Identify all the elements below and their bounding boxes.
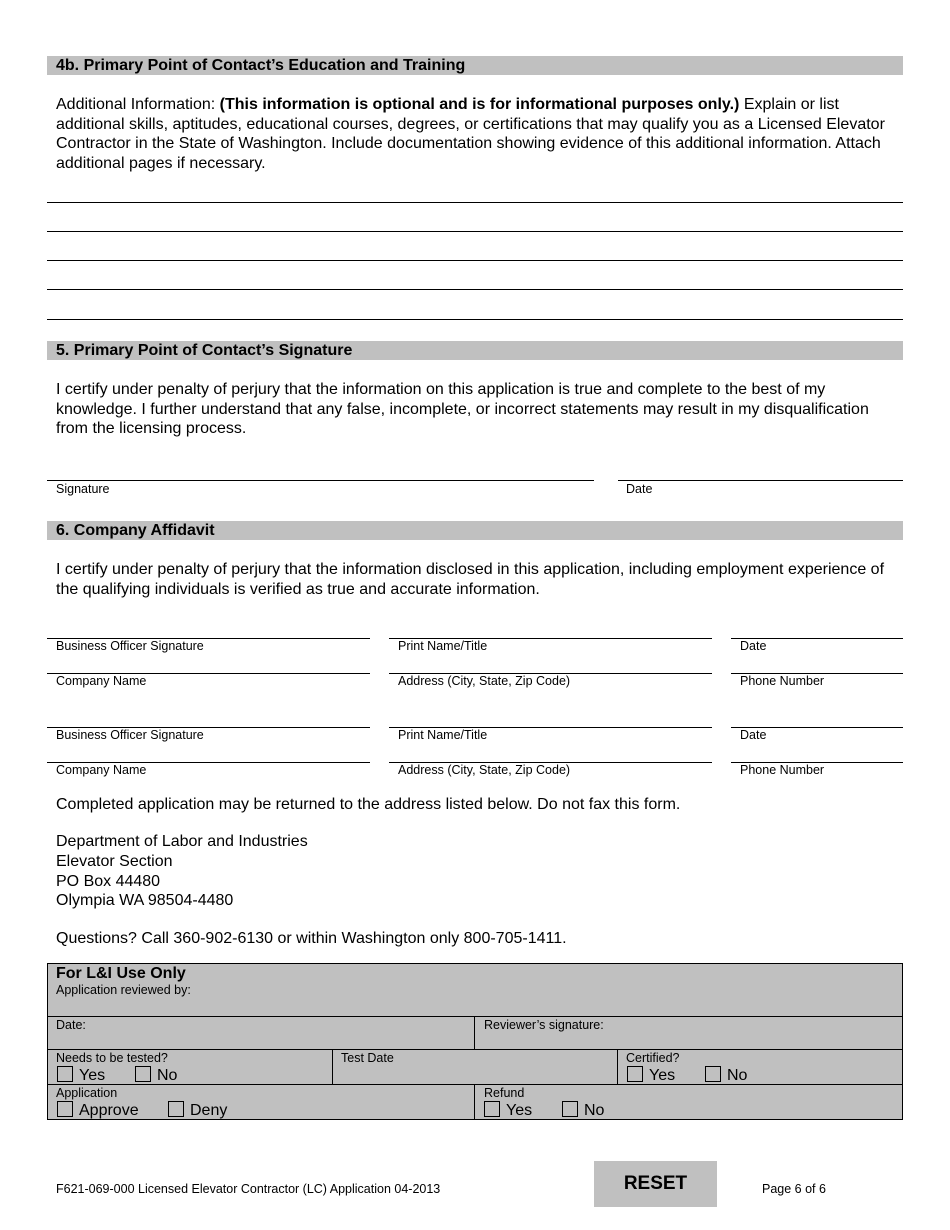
answer-line-2[interactable] [47,231,903,232]
form-id: F621-069-000 Licensed Elevator Contractor (LC) Application 04-2013 [56,1182,441,1196]
answer-line-3[interactable] [47,260,903,261]
phone-label-1: Phone Number [740,674,825,688]
optional-note: (This information is optional and is for informational purposes only.) [219,96,740,113]
grid-divider-3 [617,1049,618,1084]
refund-no-label: No [584,1102,605,1119]
section-6-header: 6. Company Affidavit [47,521,903,540]
return-note: Completed application may be returned to the address listed below. Do not fax this form. [56,796,681,813]
tested-yes-option[interactable] [57,1066,105,1085]
reviewed-by-label: Application reviewed by: [56,983,191,997]
additional-info-rest: Explain or list additional skills, aptitudes, educational courses, degrees, or certifications that may qualify you as a Licensed Elevator Contractor in the State of Washington. Include documentation showing evidence of this additional information. Attach additional pages if necessary. [56,96,885,172]
tested-no-checkbox[interactable] [135,1066,151,1082]
grid-divider-4 [474,1084,475,1119]
application-label: Application [56,1086,118,1100]
section-5-header: 5. Primary Point of Contact’s Signature [47,341,903,360]
office-use-title: For L&I Use Only [56,965,186,982]
office-date-label: Date: [56,1018,86,1032]
certified-no-label: No [727,1067,748,1084]
deny-option[interactable] [168,1101,227,1120]
answer-line-5[interactable] [47,319,903,320]
refund-yes-checkbox[interactable] [484,1101,500,1117]
reviewer-signature-label: Reviewer’s signature: [484,1018,604,1032]
print-name-label-1: Print Name/Title [398,639,488,653]
print-name-label-2: Print Name/Title [398,728,488,742]
tested-no-option[interactable] [135,1066,177,1085]
additional-info-lead: Additional Information: [56,96,220,113]
test-date-label: Test Date [341,1051,394,1065]
grid-line-1 [47,1016,903,1017]
officer-signature-label-1: Business Officer Signature [56,639,204,653]
reset-button[interactable]: RESET [594,1161,717,1207]
affidavit-date-label-2: Date [740,728,767,742]
address-line-2: Elevator Section [56,853,173,870]
tested-no-label: No [157,1067,178,1084]
approve-option[interactable] [57,1101,139,1120]
page-number: Page 6 of 6 [762,1182,826,1196]
certified-yes-checkbox[interactable] [627,1066,643,1082]
signature-date-label: Date [626,482,653,496]
certified-no-option[interactable] [705,1066,747,1085]
phone-label-2: Phone Number [740,763,825,777]
section-5-certification: I certify under penalty of perjury that the information on this application is true and complete to the best of my knowledge. I further understand that any false, incomplete, or incorrect statements may result in my disqualification from the licensing process. [56,381,869,437]
grid-divider-1 [474,1016,475,1049]
refund-yes-option[interactable] [484,1101,532,1120]
officer-signature-label-2: Business Officer Signature [56,728,204,742]
company-name-label-2: Company Name [56,763,147,777]
address-label-2: Address (City, State, Zip Code) [398,763,571,777]
approve-checkbox[interactable] [57,1101,73,1117]
section-4b-instructions [56,95,901,173]
section-4b-header: 4b. Primary Point of Contact’s Education and Training [47,56,903,75]
certified-yes-option[interactable] [627,1066,675,1085]
grid-divider-2 [332,1049,333,1084]
signature-field[interactable] [47,480,594,481]
refund-label: Refund [484,1086,525,1100]
refund-no-checkbox[interactable] [562,1101,578,1117]
deny-label: Deny [190,1102,228,1119]
certified-no-checkbox[interactable] [705,1066,721,1082]
approve-label: Approve [79,1102,139,1119]
address-line-4: Olympia WA 98504-4480 [56,892,234,909]
address-line-3: PO Box 44480 [56,873,161,890]
questions-line: Questions? Call 360-902-6130 or within Washington only 800-705-1411. [56,930,567,947]
certified-yes-label: Yes [649,1067,676,1084]
answer-line-1[interactable] [47,202,903,203]
refund-yes-label: Yes [506,1102,533,1119]
signature-label: Signature [56,482,110,496]
refund-no-option[interactable] [562,1101,604,1120]
section-6-certification: I certify under penalty of perjury that the information disclosed in this application, including employment experience of the qualifying individuals is verified as true and accurate information. [56,561,885,598]
affidavit-date-label-1: Date [740,639,767,653]
tested-yes-checkbox[interactable] [57,1066,73,1082]
company-name-label-1: Company Name [56,674,147,688]
address-line-1: Department of Labor and Industries [56,833,308,850]
certified-label: Certified? [626,1051,680,1065]
deny-checkbox[interactable] [168,1101,184,1117]
grid-line-2 [47,1049,903,1050]
answer-line-4[interactable] [47,289,903,290]
signature-date-field[interactable] [618,480,903,481]
needs-tested-label: Needs to be tested? [56,1051,168,1065]
tested-yes-label: Yes [79,1067,106,1084]
address-label-1: Address (City, State, Zip Code) [398,674,571,688]
